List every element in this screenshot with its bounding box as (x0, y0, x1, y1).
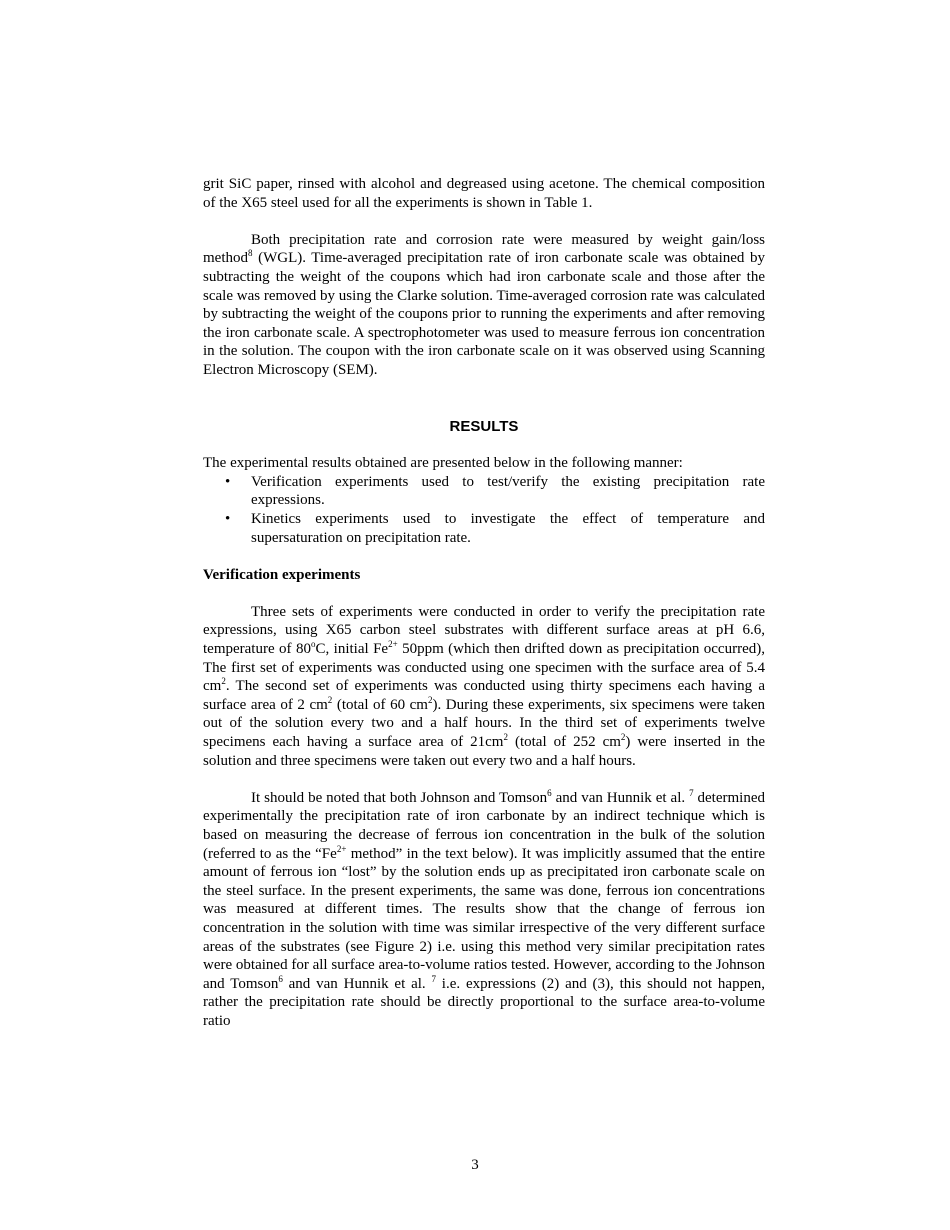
verification-paragraph-1: Three sets of experiments were conducted in order to verify the precipitation rate expressions, using X65 carbon steel substrates with different surface areas at pH 6.6, temperature of 80$^o$C, initial $Fe^{2+}$ 50ppm (which then drifted down as precipitation occurred), The first set of experiments was conducted using one specimen with the surface area of 5.4 $cm^2$. The second set of experiments was conducted using thirty specimens each having a surface area of 2 $cm^2$ (total of 60 $cm^2$). During these experiments, six specimens were taken out of the solution every two and a half hours. In the third set of experiments twelve specimens each having a surface area of $21cm^2$ (total of 252 $cm^2$) were inserted in the solution and three specimens were taken out every two and a half hours. (203, 603, 766, 769)
bullet-icon: • (225, 473, 231, 490)
paragraph-methods: Both precipitation rate and corrosion rate were measured by weight gain/loss method$^8$ (WGL). Time-averaged precipitation rate of iron carbonate scale was obtained by subtracting the weight of the coupons which had iron carbonate scale and those after the scale was removed by using the Clarke solution. Time-averaged corrosion rate was calculated by subtracting the weight of the coupons prior to running the experiments and after removing the iron carbonate scale. A spectrophotometer was used to measure ferrous ion concentration in the solution. The coupon with the iron carbonate scale on it was observed using Scanning Electron Microscopy (SEM). (203, 231, 765, 378)
list-item: • Kinetics experiments used to investigate the effect of temperature and supersaturation on precipitation rate. (225, 510, 765, 546)
results-heading: RESULTS (449, 417, 519, 435)
page-body (203, 175, 765, 1031)
results-bullet-list (203, 473, 765, 547)
list-item: • Verification experiments used to test/verify the existing precipitation rate expressions. (225, 473, 765, 509)
page-number: 3 (471, 1157, 479, 1173)
paragraph-intro: grit SiC paper, rinsed with alcohol and degreased using acetone. The chemical composition of the X65 steel used for all the experiments is shown in Table 1. (203, 176, 765, 211)
verification-heading: Verification experiments (203, 566, 361, 583)
bullet-icon: • (225, 510, 231, 527)
verification-paragraph-2: It should be noted that both Johnson and Tomson$^6$ and van Hunnik et al. $^7$ determined experimentally the precipitation rate of iron carbonate by an indirect technique which is based on measuring the decrease of ferrous ion concentration in the bulk of the solution (referred to as the “$Fe^{2+}$ method” in the text below). It was implicitly assumed that the entire amount of ferrous ion “lost” by the solution ends up as precipitated iron carbonate scale on the steel surface. In the present experiments, the same was done, ferrous ion concentrations was measured at different times. The results show that the change of ferrous ion concentration in the solution with time was similar irrespective of the very different surface areas of the substrates (see Figure 2) i.e. using this method very similar precipitation rates were obtained for all surface area-to-volume ratios tested. However, according to the Johnson and Tomson$^6$ and van Hunnik et al. $^7$ i.e. expressions (2) and (3), this should not happen, rather the precipitation rate should be directly proportional to the surface area-to-volume ratio (203, 787, 765, 1029)
results-intro: The experimental results obtained are presented below in the following manner: (203, 455, 683, 472)
